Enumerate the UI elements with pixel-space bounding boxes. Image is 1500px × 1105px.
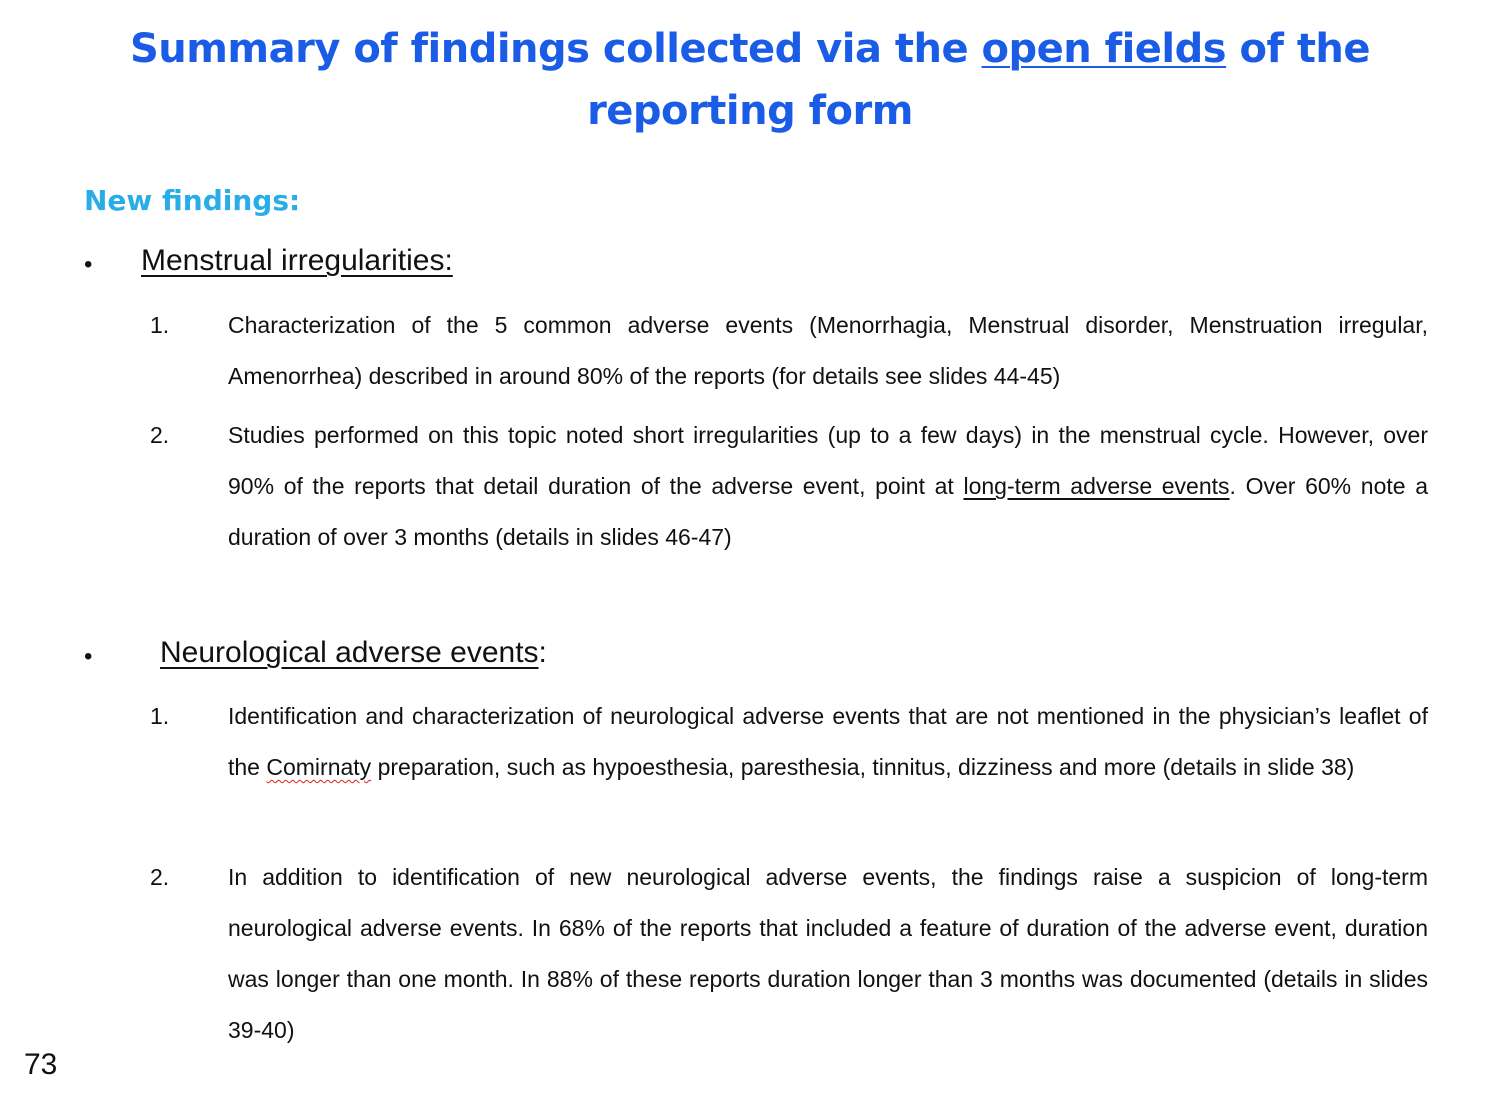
neurological-item-2-text: In addition to identification of new neurological adverse events, the findings raise a suspicion of long-term neurological adverse events. In 68% of the reports that included a feature of duration of the adverse event, duration was longer than one month. In 88% of these reports duration longer than 3 months was documented (details in slides 39-40) bbox=[228, 864, 1428, 1043]
title-part1: Summary of findings collected via the bbox=[129, 26, 982, 72]
neurological-item-1-text-a: Identification and characterization of neurological adverse events that are not mentioned in the physician’s leaflet of the bbox=[228, 703, 1428, 780]
neurological-item-2-number: 2. bbox=[150, 864, 170, 890]
menstrual-item-2-text-a: Studies performed on this topic noted short irregularities (up to a few days) in the menstrual cycle. However, over 90% of the reports that detail duration of the adverse event, point at bbox=[228, 422, 1428, 499]
menstrual-heading bbox=[141, 244, 453, 278]
long-term-adverse-events: long-term adverse events bbox=[963, 473, 1230, 499]
page-number: 73 bbox=[24, 1048, 58, 1081]
bullet-icon: • bbox=[84, 251, 93, 278]
menstrual-item-2-number: 2. bbox=[150, 422, 170, 448]
neurological-heading-colon: : bbox=[538, 636, 547, 669]
title-line2: reporting form bbox=[587, 88, 913, 134]
menstrual-item-2-text-b: . Over 60% note a duration of over 3 months (details in slides 46-47) bbox=[228, 473, 1429, 550]
neurological-heading bbox=[160, 636, 547, 670]
menstrual-item-1-text: Characterization of the 5 common adverse events (Menorrhagia, Menstrual disorder, Menstruation irregular, Amenorrhea) described in around 80% of the reports (for details see slides 44-45) bbox=[228, 312, 1428, 389]
neurological-heading-text: Neurological adverse events bbox=[160, 636, 539, 669]
neurological-item-1-text-b: preparation, such as hypoesthesia, paresthesia, tinnitus, dizziness and more (details in slide 38) bbox=[371, 754, 1355, 780]
slide-title bbox=[0, 18, 1500, 142]
comirnaty-spellcheck: Comirnaty bbox=[266, 754, 372, 780]
title-open-fields: open fields bbox=[981, 26, 1227, 72]
neurological-item-1-text bbox=[228, 691, 1428, 793]
menstrual-item-2-text bbox=[228, 410, 1428, 563]
menstrual-item-1-number: 1. bbox=[150, 312, 170, 338]
section-heading-new-findings: New findings: bbox=[84, 184, 301, 217]
title-part2: of the bbox=[1226, 26, 1371, 72]
menstrual-heading-text: Menstrual irregularities: bbox=[141, 244, 453, 277]
neurological-item-1-number: 1. bbox=[150, 703, 170, 729]
bullet-icon: • bbox=[84, 643, 93, 670]
